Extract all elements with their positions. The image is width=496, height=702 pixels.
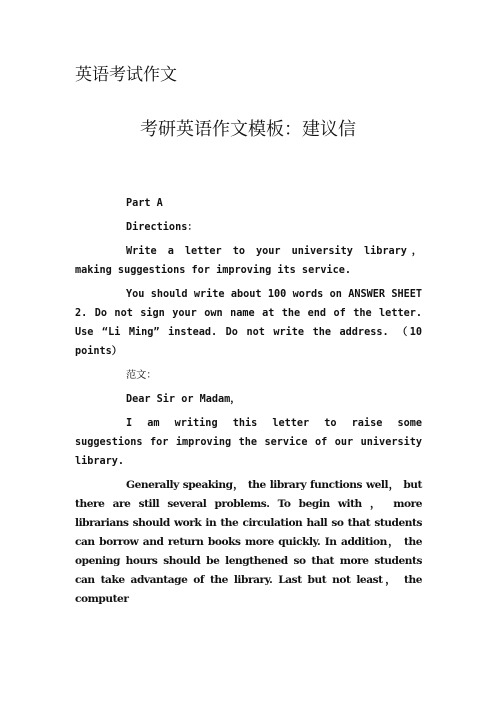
direction-paragraph-1: Write a letter to your university library， making suggestions for improving its service. (75, 246, 422, 276)
letter-paragraph-1: I am writing this letter to raise some suggestions for improving the service of our university library. (75, 418, 422, 467)
directions-label: Directions： (126, 222, 198, 233)
sample-essay-label: 范文： (126, 370, 157, 381)
letter-paragraph-2: Generally speaking， the library functions well， but there are still several problems. To begin with ， more librarians should work in the circulation hall so that students can borrow and return books more quickly. In addition， the opening hours should be lengthened so that more students can take advantage of the library. Last but not least， the computer (75, 479, 422, 605)
direction-paragraph-2: You should write about 100 words on ANSWER SHEET 2. Do not sign your own name at the end of the letter. Use “Li Ming” instead. Do not write the address. （10 points） (75, 289, 422, 357)
document-body (75, 194, 422, 614)
header-title: 英语考试作文 (75, 65, 177, 85)
document-title: 考研英语作文模板：建议信 (140, 119, 356, 140)
letter-salutation: Dear Sir or Madam， (126, 394, 241, 405)
part-label: Part A (126, 198, 163, 209)
